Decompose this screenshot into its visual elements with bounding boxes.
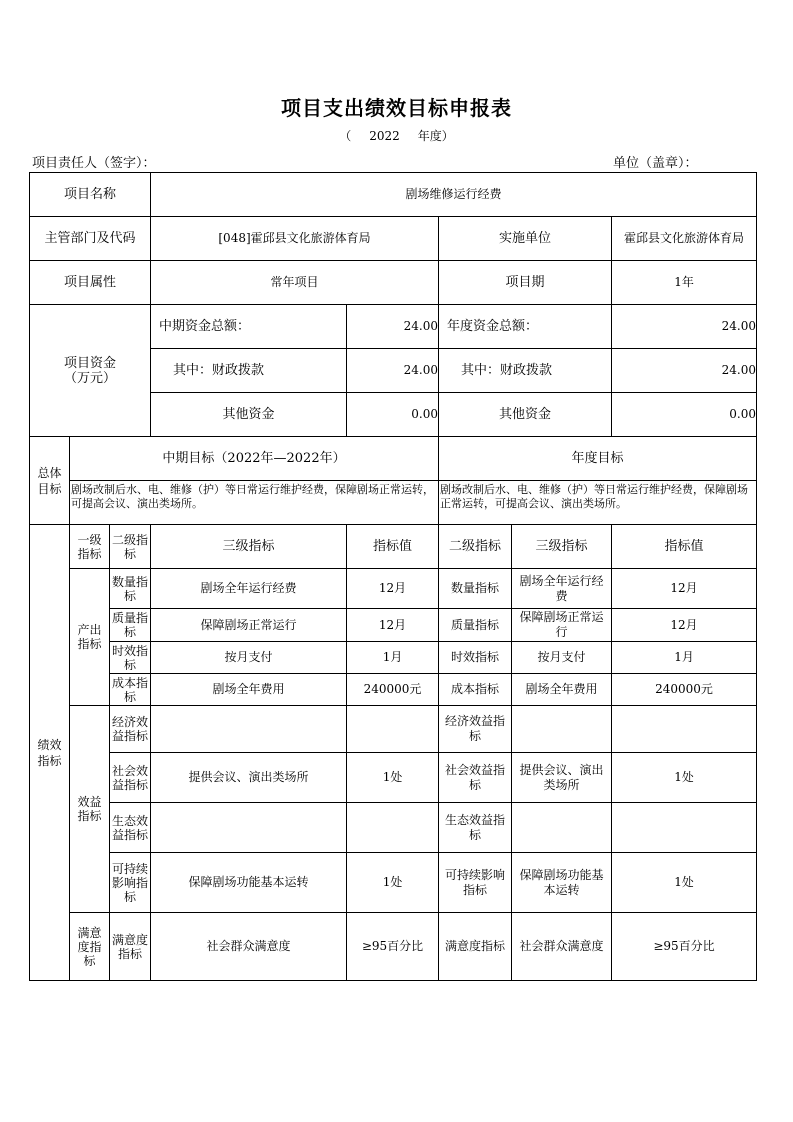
table-row-l2b: 经济效益指标: [439, 706, 512, 753]
table-row-value: 1处: [347, 853, 439, 913]
dept-value: [048]霍邱县文化旅游体育局: [151, 217, 439, 261]
table-row-value: 1月: [347, 642, 439, 674]
table-row-l2: 经济效益指标: [110, 706, 151, 753]
table-row-l3: [151, 803, 347, 853]
level1-header: 一级指标: [70, 525, 110, 569]
table-row-l3b: 社会群众满意度: [512, 913, 612, 981]
table-row-value: 12月: [347, 569, 439, 609]
mid-fiscal-value: 24.00: [347, 349, 439, 393]
year-fiscal-label: 其中：财政拨款: [439, 349, 612, 393]
table-row-valueb: 1处: [612, 753, 757, 803]
year-fiscal-value: 24.00: [612, 349, 757, 393]
table-row-l2b: 成本指标: [439, 674, 512, 706]
table-row-l3b: 按月支付: [512, 642, 612, 674]
table-row-l3b: 剧场全年费用: [512, 674, 612, 706]
table-row-l2: 生态效益指标: [110, 803, 151, 853]
mid-other-value: 0.00: [347, 393, 439, 437]
table-row-valueb: ≥95百分比: [612, 913, 757, 981]
table-row-l2: 时效指标: [110, 642, 151, 674]
table-row-l2: 可持续影响指标: [110, 853, 151, 913]
table-row-valueb: 12月: [612, 569, 757, 609]
table-row-valueb: [612, 803, 757, 853]
table-row-l3: [151, 706, 347, 753]
funds-label: 项目资金 （万元）: [30, 305, 151, 437]
mid-goal-text: 剧场改制后水、电、维修（护）等日常运行维护经费，保障剧场正常运转，可提高会议、演出类场所。: [70, 481, 439, 525]
responsible-signature-label: 项目责任人（签字）：: [32, 156, 156, 171]
table-row-value: ≥95百分比: [347, 913, 439, 981]
year-other-value: 0.00: [612, 393, 757, 437]
level2-header: 二级指标: [110, 525, 151, 569]
table-row-l3b: 提供会议、演出类场所: [512, 753, 612, 803]
table-row-l2b: 满意度指标: [439, 913, 512, 981]
table-row-valueb: [612, 706, 757, 753]
table-row-l3b: 剧场全年运行经费: [512, 569, 612, 609]
table-row-l3: 提供会议、演出类场所: [151, 753, 347, 803]
table-row-l2: 质量指标: [110, 609, 151, 642]
table-row-l2b: 生态效益指标: [439, 803, 512, 853]
year-line: （ 2022 年度）: [339, 129, 454, 143]
satisfaction-indicator-label: 满意度指标: [70, 913, 110, 981]
mid-total-label: 中期资金总额：: [151, 305, 347, 349]
level3-header-b: 三级指标: [512, 525, 612, 569]
year-goal-text: 剧场改制后水、电、维修（护）等日常运行维护经费，保障剧场正常运转，可提高会议、演出类场所。: [439, 481, 757, 525]
year-other-label: 其他资金: [439, 393, 612, 437]
dept-label: 主管部门及代码: [30, 217, 151, 261]
table-row-l3: 剧场全年运行经费: [151, 569, 347, 609]
table-row-l2: 数量指标: [110, 569, 151, 609]
project-name-value: 剧场维修运行经费: [151, 173, 757, 217]
table-row-valueb: 1月: [612, 642, 757, 674]
year-total-value: 24.00: [612, 305, 757, 349]
impl-unit-value: 霍邱县文化旅游体育局: [612, 217, 757, 261]
table-row-l3: 按月支付: [151, 642, 347, 674]
project-attr-label: 项目属性: [30, 261, 151, 305]
overall-goal-label: 总体目标: [30, 437, 70, 525]
value-header-b: 指标值: [612, 525, 757, 569]
value-header: 指标值: [347, 525, 439, 569]
table-row-l2: 满意度指标: [110, 913, 151, 981]
project-attr-value: 常年项目: [151, 261, 439, 305]
unit-seal-label: 单位（盖章）：: [613, 156, 698, 171]
project-period-label: 项目期: [439, 261, 612, 305]
table-row-l2b: 质量指标: [439, 609, 512, 642]
table-row-valueb: 12月: [612, 609, 757, 642]
year-value: 2022: [369, 129, 400, 143]
table-row-l2b: 时效指标: [439, 642, 512, 674]
year-total-label: 年度资金总额：: [439, 305, 612, 349]
table-row-value: 1处: [347, 753, 439, 803]
page-title: 项目支出绩效目标申报表: [281, 96, 512, 120]
project-name-label: 项目名称: [30, 173, 151, 217]
level3-header: 三级指标: [151, 525, 347, 569]
table-row-l2: 社会效益指标: [110, 753, 151, 803]
impl-unit-label: 实施单位: [439, 217, 612, 261]
mid-goal-header: 中期目标（2022年—2022年）: [70, 437, 439, 481]
table-row-l3: 保障剧场正常运行: [151, 609, 347, 642]
table-row-l2b: 社会效益指标: [439, 753, 512, 803]
table-row-l2: 成本指标: [110, 674, 151, 706]
level2-header-b: 二级指标: [439, 525, 512, 569]
project-period-value: 1年: [612, 261, 757, 305]
year-goal-header: 年度目标: [439, 437, 757, 481]
table-row-l3: 社会群众满意度: [151, 913, 347, 981]
output-indicator-label: 产出指标: [70, 569, 110, 706]
mid-fiscal-label: 其中：财政拨款: [151, 349, 347, 393]
indicators-section-label: 绩效指标: [30, 525, 70, 981]
mid-other-label: 其他资金: [151, 393, 347, 437]
table-row-l3b: 保障剧场正常运行: [512, 609, 612, 642]
table-row-value: [347, 706, 439, 753]
table-row-l2b: 数量指标: [439, 569, 512, 609]
table-row-l3b: [512, 803, 612, 853]
table-row-l3b: 保障剧场功能基本运转: [512, 853, 612, 913]
table-row-valueb: 1处: [612, 853, 757, 913]
table-row-value: [347, 803, 439, 853]
table-row-l3: 剧场全年费用: [151, 674, 347, 706]
table-row-l3b: [512, 706, 612, 753]
table-row-value: 240000元: [347, 674, 439, 706]
table-row-value: 12月: [347, 609, 439, 642]
table-row-l2b: 可持续影响指标: [439, 853, 512, 913]
benefit-indicator-label: 效益指标: [70, 706, 110, 913]
table-row-l3: 保障剧场功能基本运转: [151, 853, 347, 913]
mid-total-value: 24.00: [347, 305, 439, 349]
table-row-valueb: 240000元: [612, 674, 757, 706]
performance-goal-table: [29, 172, 757, 981]
